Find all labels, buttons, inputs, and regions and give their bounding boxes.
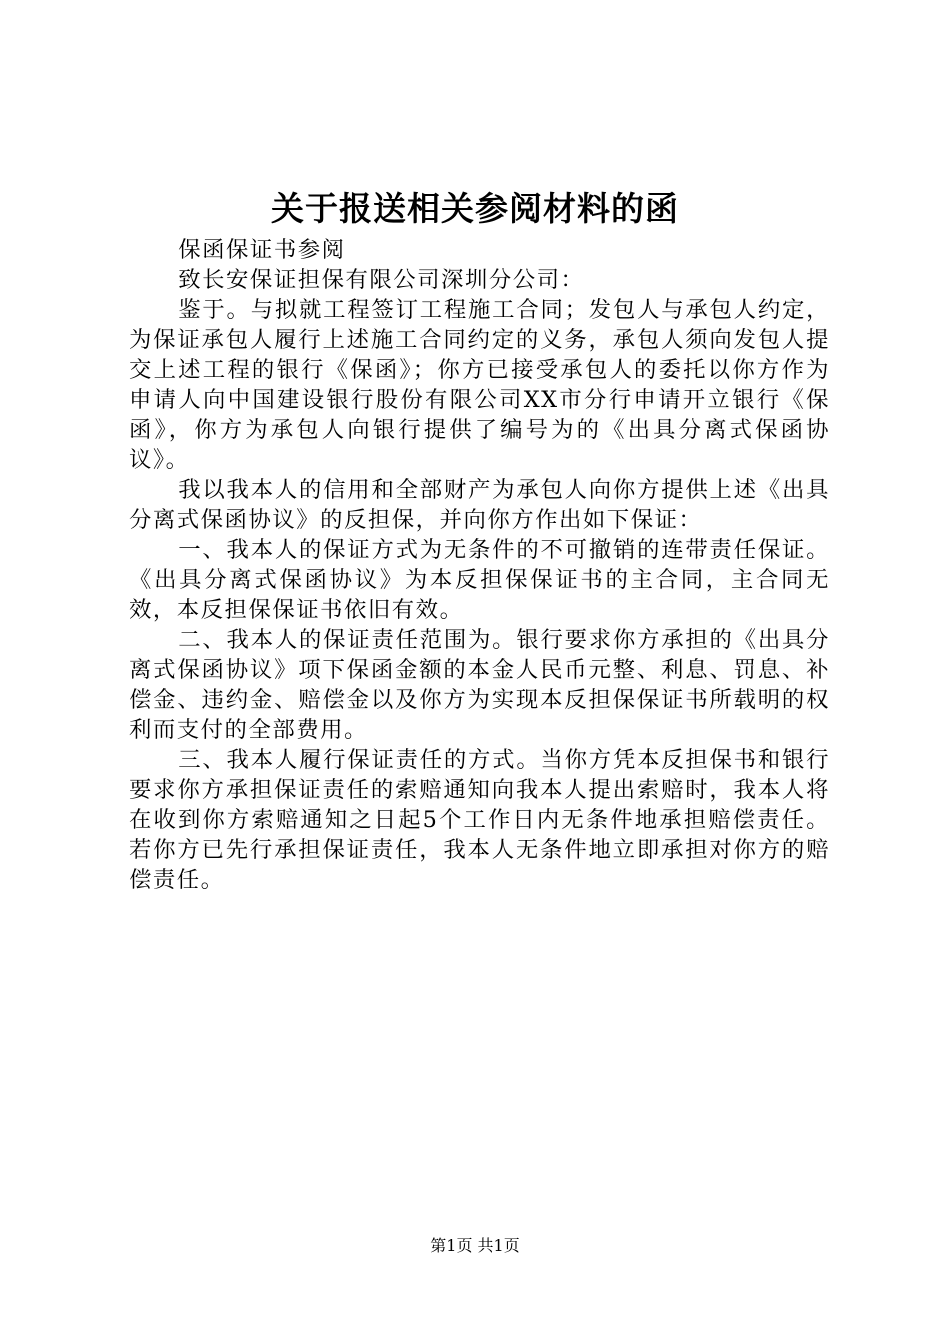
document-title: 关于报送相关参阅材料的函 bbox=[271, 189, 679, 228]
document-body bbox=[129, 235, 830, 895]
paragraph-addressee: 致长安保证担保有限公司深圳分公司： bbox=[178, 267, 585, 293]
paragraph-clause-1: 一、我本人的保证方式为无条件的不可撤销的连带责任保证。《出具分离式保函协议》为本反担保保证书的主合同，主合同无效，本反担保保证书依旧有效。 bbox=[129, 537, 830, 623]
paragraph-clause-3: 三、我本人履行保证责任的方式。当你方凭本反担保书和银行要求你方承担保证责任的索赔通知向我本人提出索赔时，我本人将在收到你方索赔通知之日起5个工作日内无条件地承担赔偿责任。若你方已先行承担保证责任，我本人无条件地立即承担对你方的赔偿责任。 bbox=[129, 747, 830, 893]
paragraph-guarantee-intro: 我以我本人的信用和全部财产为承包人向你方提供上述《出具分离式保函协议》的反担保，并向你方作出如下保证： bbox=[129, 477, 830, 533]
paragraph-clause-2: 二、我本人的保证责任范围为。银行要求你方承担的《出具分离式保函协议》项下保函金额的本金人民币元整、利息、罚息、补偿金、违约金、赔偿金以及你方为实现本反担保保证书所载明的权利而支付的全部费用。 bbox=[129, 627, 830, 743]
paragraph-subject: 保函保证书参阅 bbox=[178, 237, 346, 263]
page-footer: 第1页 共1页 bbox=[430, 1236, 520, 1255]
paragraph-whereas: 鉴于。与拟就工程签订工程施工合同；发包人与承包人约定，为保证承包人履行上述施工合同约定的义务，承包人须向发包人提交上述工程的银行《保函》；你方已接受承包人的委托以你方作为申请人向中国建设银行股份有限公司XX市分行申请开立银行《保函》，你方为承包人向银行提供了编号为的《出具分离式保函协议》。 bbox=[129, 297, 830, 473]
